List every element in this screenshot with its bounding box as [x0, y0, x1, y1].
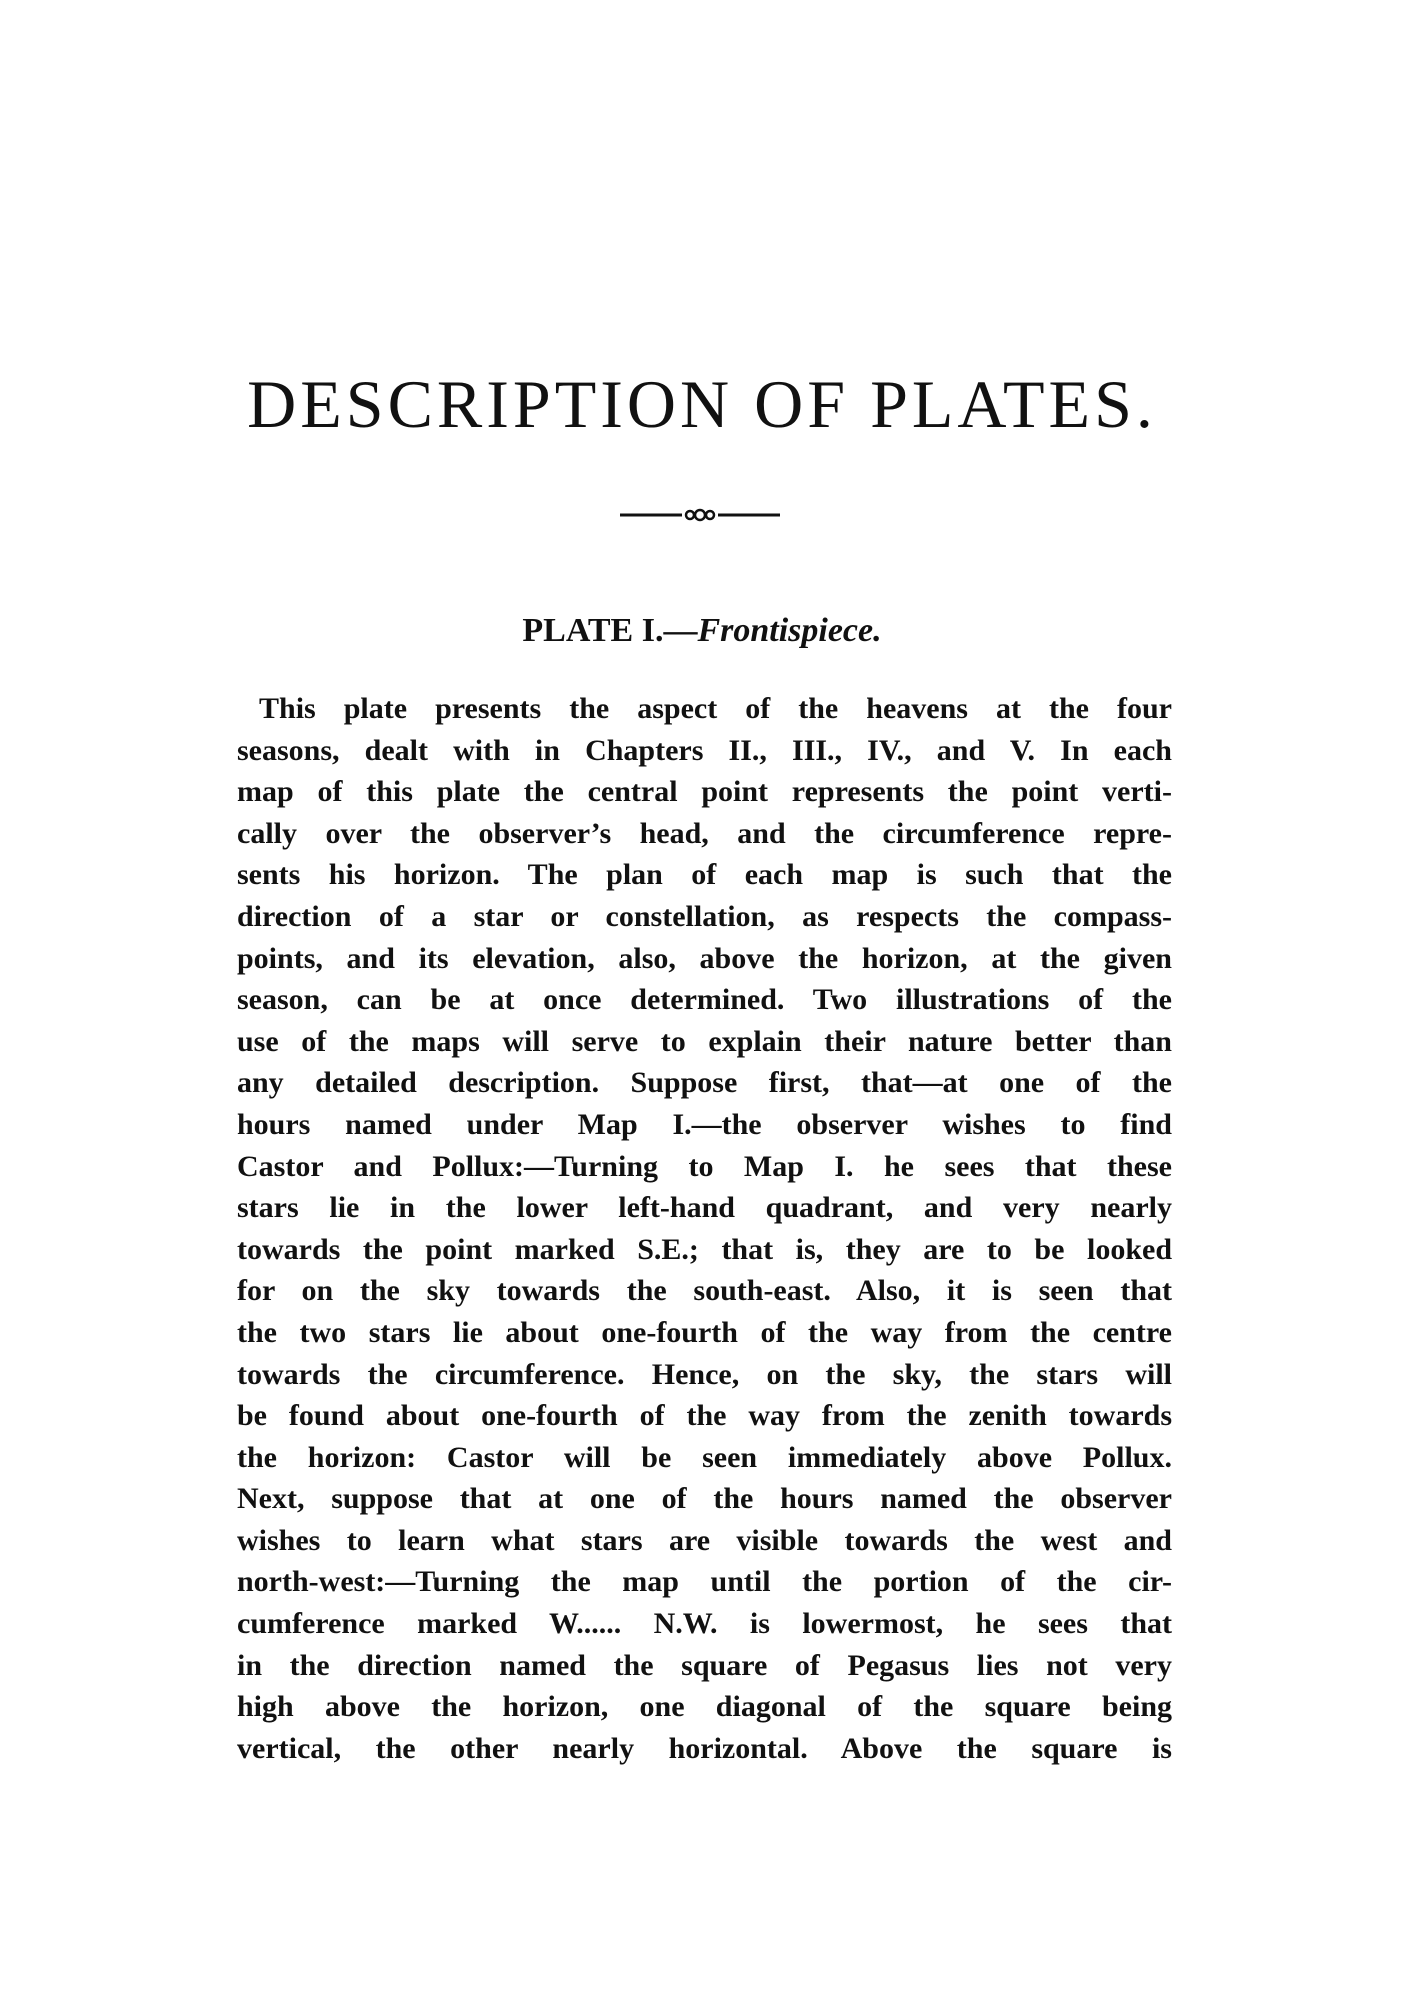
text-line: the horizon: Castor will be seen immediately above Pollux. — [237, 1440, 1172, 1474]
text-line: points, and its elevation, also, above the horizon, at the given — [237, 941, 1172, 975]
text-line: the two stars lie about one-fourth of the way from the centre — [237, 1315, 1172, 1349]
text-line: Castor and Pollux:—Turning to Map I. he sees that these — [237, 1149, 1172, 1183]
plate-heading — [0, 612, 1404, 650]
text-line: map of this plate the central point represents the point verti- — [237, 775, 1172, 809]
text-line: wishes to learn what stars are visible towards the west and — [237, 1523, 1172, 1557]
plate-label: PLATE I.— — [522, 612, 698, 649]
ornamental-rule-icon — [620, 505, 780, 525]
text-line: in the direction named the square of Pegasus lies not very — [237, 1648, 1172, 1682]
text-line: This plate presents the aspect of the heavens at the four — [259, 692, 1172, 725]
text-line: for on the sky towards the south-east. Also, it is seen that — [237, 1274, 1172, 1308]
text-line: cumference marked W...... N.W. is lowermost, he sees that — [237, 1607, 1172, 1641]
text-line: Next, suppose that at one of the hours named the observer — [237, 1482, 1172, 1516]
text-line: vertical, the other nearly horizontal. Above the square is — [237, 1731, 1172, 1765]
text-line: sents his horizon. The plan of each map is such that the — [237, 858, 1172, 892]
text-line: hours named under Map I.—the observer wishes to find — [237, 1107, 1172, 1141]
text-line: high above the horizon, one diagonal of the square being — [237, 1690, 1172, 1724]
text-line: cally over the observer’s head, and the circumference repre- — [237, 816, 1172, 850]
text-line: direction of a star or constellation, as respects the compass- — [237, 899, 1172, 933]
description-paragraph — [237, 688, 1172, 1769]
text-line: stars lie in the lower left-hand quadrant, and very nearly — [237, 1191, 1172, 1225]
text-line: towards the circumference. Hence, on the sky, the stars will — [237, 1357, 1172, 1391]
text-line: any detailed description. Suppose first, that—at one of the — [237, 1066, 1172, 1100]
text-line: towards the point marked S.E.; that is, they are to be looked — [237, 1232, 1172, 1266]
page-title: DESCRIPTION OF PLATES. — [247, 366, 1157, 442]
text-line: seasons, dealt with in Chapters II., III., IV., and V. In each — [237, 733, 1172, 767]
plate-subtitle: Frontispiece. — [697, 612, 882, 649]
text-line: north-west:—Turning the map until the portion of the cir- — [237, 1565, 1172, 1599]
text-line: season, can be at once determined. Two illustrations of the — [237, 983, 1172, 1017]
text-line: be found about one-fourth of the way from the zenith towards — [237, 1399, 1172, 1433]
text-line: use of the maps will serve to explain their nature better than — [237, 1024, 1172, 1058]
